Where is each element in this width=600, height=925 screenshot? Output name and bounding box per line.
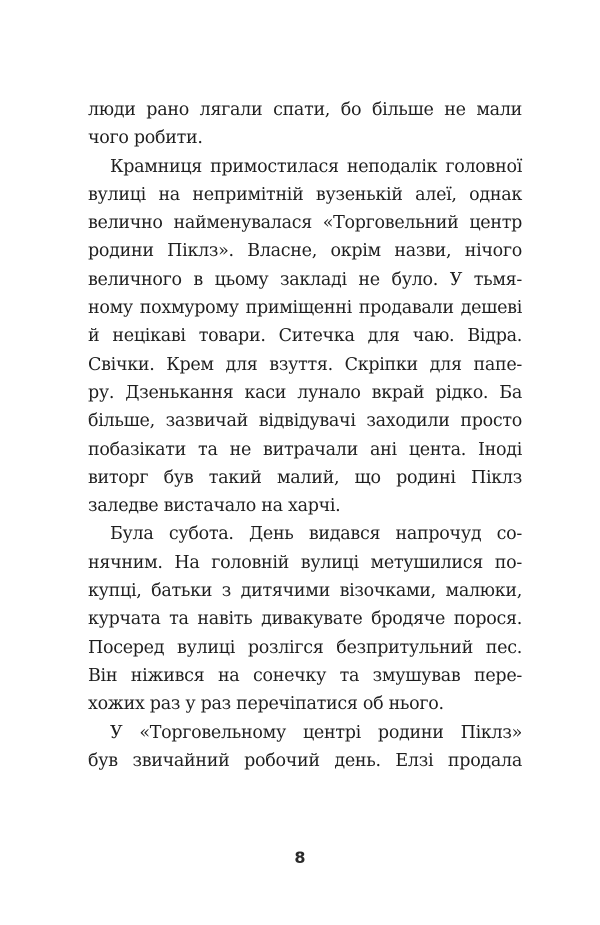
text-line-11: ру. Дзенькання каси лунало вкрай рідко. Ба bbox=[88, 382, 522, 403]
text-line-8: ному похмурому приміщенні продавали дешеві bbox=[88, 298, 522, 319]
text-line-15: заледве вистачало на харчі. bbox=[88, 496, 341, 517]
text-line-2: чого робити. bbox=[88, 128, 203, 149]
text-line-9: й нецікаві товари. Ситечка для чаю. Відра. bbox=[88, 326, 522, 347]
text-line-6: родини Піклз». Власне, окрім назви, нічого bbox=[88, 241, 522, 262]
text-line-24: був звичайний робочий день. Елзі продала bbox=[88, 750, 522, 771]
text-line-18: купці, батьки з дитячими візочками, малюки, bbox=[88, 581, 522, 602]
text-line-13: побазікати та не витрачали ані цента. Іноді bbox=[88, 439, 522, 460]
text-line-21: Він ніжився на сонечку та змушував пере- bbox=[88, 665, 522, 686]
page-number: 8 bbox=[294, 848, 306, 867]
body-text bbox=[88, 96, 522, 775]
text-line-1: люди рано лягали спати, бо більше не мали bbox=[88, 100, 522, 120]
text-line-20: Посеред вулиці розлігся безпритульний пес. bbox=[88, 637, 522, 658]
text-line-17: нячним. На головній вулиці метушилися по- bbox=[88, 552, 522, 573]
text-line-23: У «Торговельному центрі родини Піклз» bbox=[110, 722, 522, 743]
text-line-4: вулиці на непримітній вузенькій алеї, однак bbox=[88, 184, 522, 205]
text-line-14: виторг був такий малий, що родині Піклз bbox=[88, 467, 522, 488]
text-line-10: Свічки. Крем для взуття. Скріпки для папе- bbox=[88, 354, 522, 375]
text-line-7: величного в цьому закладі не було. У тьмя- bbox=[88, 269, 522, 290]
text-line-5: велично найменувалася «Торговельний центр bbox=[88, 213, 522, 234]
text-line-22: хожих раз у раз перечіпатися об нього. bbox=[88, 694, 444, 715]
text-line-3: Крамниця примостилася неподалік головної bbox=[110, 156, 522, 177]
text-line-12: більше, зазвичай відвідувачі заходили просто bbox=[88, 411, 522, 432]
text-line-16: Була субота. День видався напрочуд со- bbox=[110, 524, 522, 545]
text-line-19: курчата та навіть дивакувате бродяче порося. bbox=[88, 609, 522, 630]
